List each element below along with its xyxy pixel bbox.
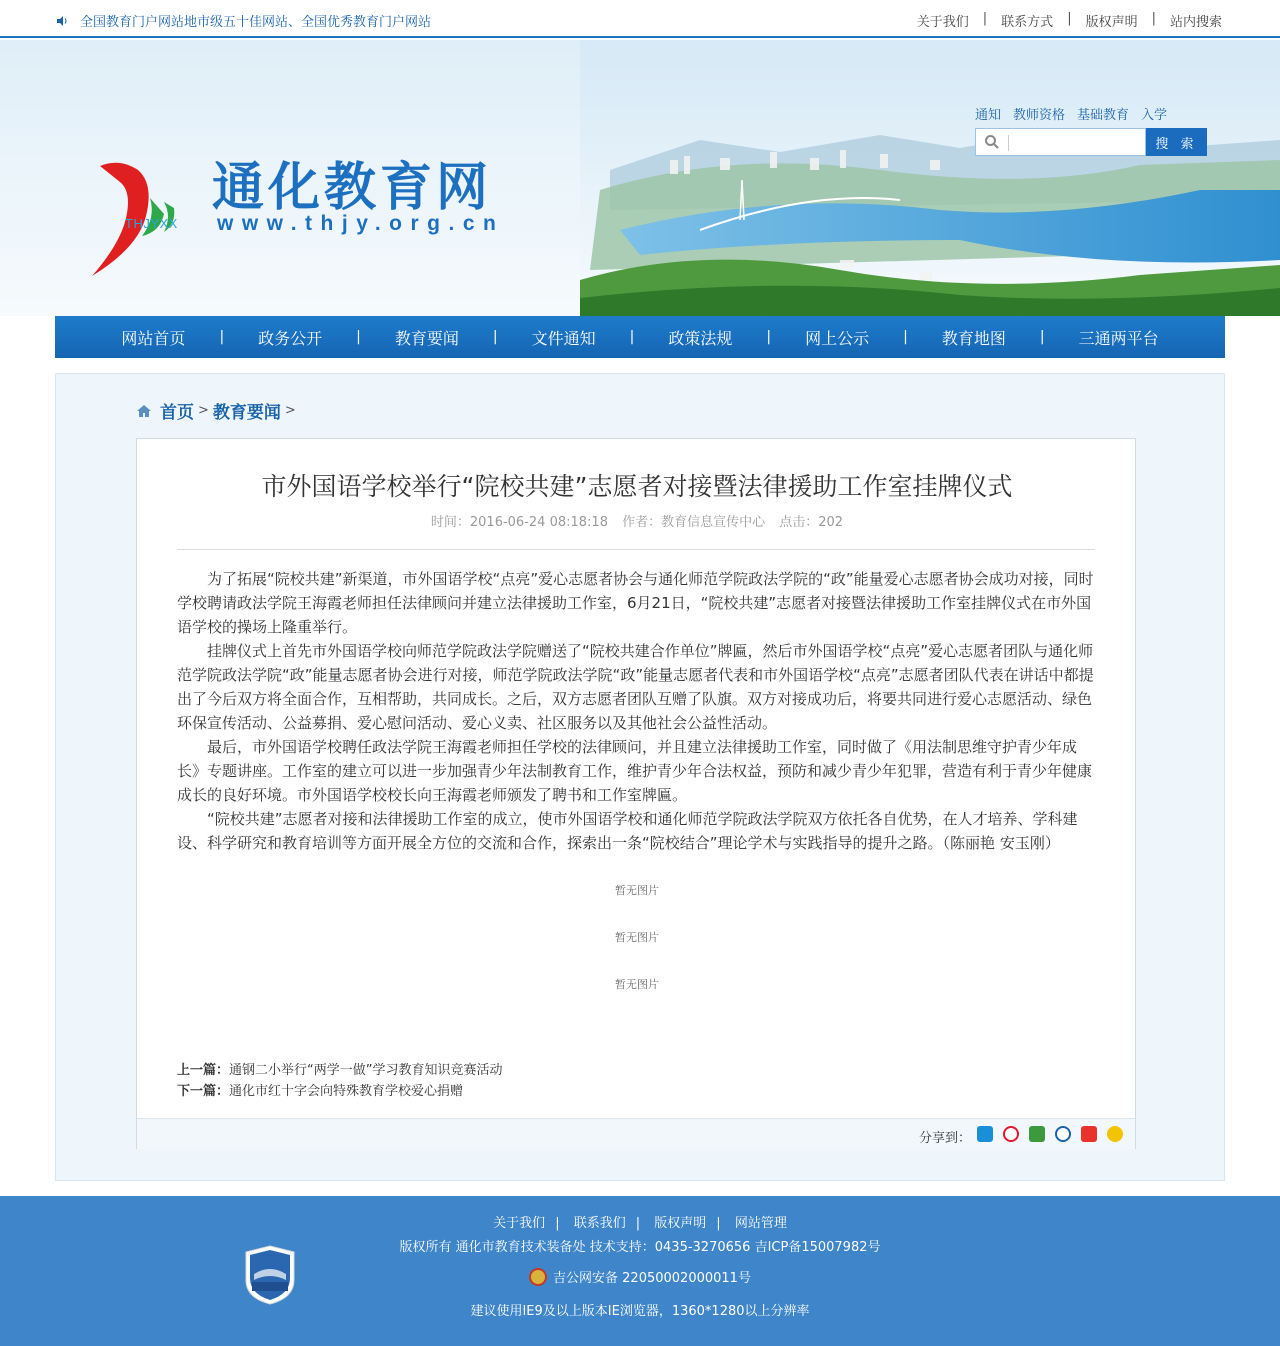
quick-link-notice[interactable]: 通知 [975, 108, 1002, 123]
article-panel [136, 438, 1136, 1149]
footer-separator: | [555, 1216, 560, 1231]
footer-browser-tip: 建议使用IE9及以上版本IE浏览器，1360*1280以上分辨率 [470, 1304, 810, 1319]
footer-about-link[interactable]: 关于我们 [493, 1216, 546, 1231]
nav-item-education-map[interactable]: 教育地图 [941, 328, 1006, 348]
nav-separator: | [356, 329, 361, 345]
image-placeholder: 暂无图片 [615, 884, 659, 897]
breadcrumb-section[interactable]: 教育要闻 [212, 403, 281, 423]
top-links [917, 11, 1222, 30]
divider [177, 549, 1095, 550]
nav-separator: | [766, 329, 772, 345]
article-clicks: 点击：202 [779, 515, 844, 530]
breadcrumb [136, 398, 300, 423]
prev-label: 上一篇： [177, 1063, 230, 1078]
footer-contact-link[interactable]: 联系我们 [573, 1216, 626, 1231]
article-meta [137, 511, 1137, 530]
share-tencent-weibo-icon[interactable] [1029, 1126, 1045, 1142]
breadcrumb-home[interactable]: 首页 [160, 403, 194, 423]
site-search-link[interactable]: 站内搜索 [1169, 15, 1222, 30]
search-input[interactable] [975, 128, 1146, 156]
article-time: 时间：2016-06-24 08:18:18 [430, 515, 608, 530]
nav-separator: | [1039, 329, 1045, 345]
next-label: 下一篇： [177, 1084, 230, 1099]
footer-copyright: 版权所有 通化市教育技术装备处 技术支持：0435-3270656 吉ICP备15007982号 [399, 1240, 881, 1255]
footer-separator: | [716, 1216, 721, 1231]
breadcrumb-separator: > [198, 403, 209, 418]
share-more-icon[interactable] [1107, 1126, 1123, 1142]
nav-separator: | [629, 329, 635, 345]
share-qzone-icon[interactable] [977, 1126, 993, 1142]
footer [0, 1196, 1280, 1346]
image-placeholder: 暂无图片 [615, 978, 659, 991]
nav-item-education-news[interactable]: 教育要闻 [394, 328, 459, 348]
site-title: 通化教育网 [212, 158, 493, 218]
nav-separator: | [219, 329, 225, 345]
police-record-link[interactable]: 吉公网安备 22050002000011号 [553, 1271, 751, 1286]
header-banner [0, 40, 1280, 316]
top-bar [0, 0, 1280, 38]
footer-police-record [0, 1267, 1280, 1286]
separator: | [1151, 11, 1156, 26]
content-area [55, 373, 1225, 1181]
speaker-icon [56, 15, 68, 27]
footer-links [0, 1212, 1280, 1231]
next-article-link[interactable]: 通化市红十字会向特殊教育学校爱心捐赠 [229, 1084, 464, 1099]
prev-next-links [177, 1060, 503, 1102]
share-renren-icon[interactable] [1055, 1126, 1071, 1142]
quick-links [975, 104, 1167, 123]
nav-item-notices[interactable]: 文件通知 [531, 328, 596, 348]
image-placeholder: 暂无图片 [615, 931, 659, 944]
footer-copyright-link[interactable]: 版权声明 [654, 1216, 707, 1231]
share-weibo-icon[interactable] [1003, 1126, 1019, 1142]
site-url: www.thjy.org.cn [217, 212, 505, 235]
share-label: 分享到： [918, 1131, 971, 1146]
separator: | [1067, 11, 1072, 26]
notice-text: 全国教育门户网站地市级五十佳网站、全国优秀教育门户网站 [80, 15, 432, 30]
separator: | [982, 11, 988, 26]
search-bar [975, 128, 1207, 156]
article-title: 市外国语学校举行“院校共建”志愿者对接暨法律援助工作室挂牌仪式 [261, 472, 1013, 501]
nav-item-home[interactable]: 网站首页 [121, 328, 186, 348]
article-author: 作者：教育信息宣传中心 [622, 515, 766, 530]
article-body [177, 567, 1097, 855]
city-landscape-image [580, 40, 1280, 316]
nav-item-public-notices[interactable]: 网上公示 [805, 328, 870, 348]
search-icon [984, 134, 1000, 150]
site-notice [56, 11, 431, 30]
quick-link-enrollment[interactable]: 入学 [1141, 108, 1168, 123]
copyright-link[interactable]: 版权声明 [1085, 15, 1138, 30]
nav-separator: | [903, 329, 908, 345]
article-paragraph: 最后，市外国语学校聘任政法学院王海霞老师担任学校的法律顾问，并且建立法律援助工作室，同时做了《用法制思维守护青少年成长》专题讲座。工作室的建立可以进一步加强青少年法制教育工作，维护青少年合法权益，预防和减少青少年犯罪，营造有利于青少年健康成长的良好环境。市外国语学校校长向王海霞老师颁发了聘书和工作室牌匾。 [177, 738, 1093, 804]
quick-link-basic-education[interactable]: 基础教育 [1077, 108, 1130, 123]
quick-link-teacher-qualification[interactable]: 教师资格 [1013, 108, 1066, 123]
article-paragraph: 挂牌仪式上首先市外国语学校向师范学院政法学院赠送了“院校共建合作单位”牌匾，然后市外国语学校“点亮”爱心志愿者团队与通化师范学院政法学院“政”能量志愿者协会进行对接，师范学院政法学院“政”能量志愿者代表和市外国语学校“点亮”志愿者团队代表在讲话中都提出了今后双方将全面合作，互相帮助，共同成长。之后，双方志愿者团队互赠了队旗。双方对接成功后，将要共同进行爱心志愿活动、绿色环保宣传活动、公益募捐、爱心慰问活动、爱心义卖、社区服务以及其他社会公益性活动。 [177, 642, 1094, 732]
contact-link[interactable]: 联系方式 [1001, 15, 1054, 30]
main-nav [55, 316, 1225, 358]
search-divider [1008, 135, 1009, 151]
about-us-link[interactable]: 关于我们 [916, 15, 969, 30]
footer-separator: | [635, 1216, 641, 1231]
home-icon [136, 403, 152, 419]
nav-separator: | [492, 329, 498, 345]
nav-item-platform[interactable]: 三通两平台 [1078, 328, 1159, 348]
share-kaixin-icon[interactable] [1081, 1126, 1097, 1142]
nav-item-policies[interactable]: 政策法规 [668, 328, 733, 348]
nav-item-government-affairs[interactable]: 政务公开 [258, 328, 323, 348]
share-icons [977, 1126, 1123, 1142]
logo-subtitle: THJYXX [125, 216, 178, 231]
share-bar [137, 1118, 1135, 1149]
police-badge-icon [529, 1268, 547, 1286]
article-paragraph: “院校共建”志愿者对接和法律援助工作室的成立，使市外国语学校和通化师范学院政法学院双方依托各自优势，在人才培养、学科建设、科学研究和教育培训等方面开展全方位的交流和合作，探索出一条“院校结合”理论学术与实践指导的提升之路。（陈丽艳 安玉刚） [177, 810, 1078, 852]
article-paragraph: 为了拓展“院校共建”新渠道，市外国语学校“点亮”爱心志愿者协会与通化师范学院政法学院的“政”能量爱心志愿者协会成功对接，同时学校聘请政法学院王海霞老师担任法律顾问并建立法律援助工作室，6月21日，“院校共建”志愿者对接暨法律援助工作室挂牌仪式在市外国语学校的操场上隆重举行。 [177, 570, 1094, 636]
search-button[interactable]: 搜 索 [1146, 128, 1207, 156]
footer-admin-link[interactable]: 网站管理 [734, 1216, 787, 1231]
breadcrumb-separator: > [284, 403, 296, 418]
prev-article-link[interactable]: 通钢二小举行“两学一做”学习教育知识竞赛活动 [229, 1063, 503, 1078]
